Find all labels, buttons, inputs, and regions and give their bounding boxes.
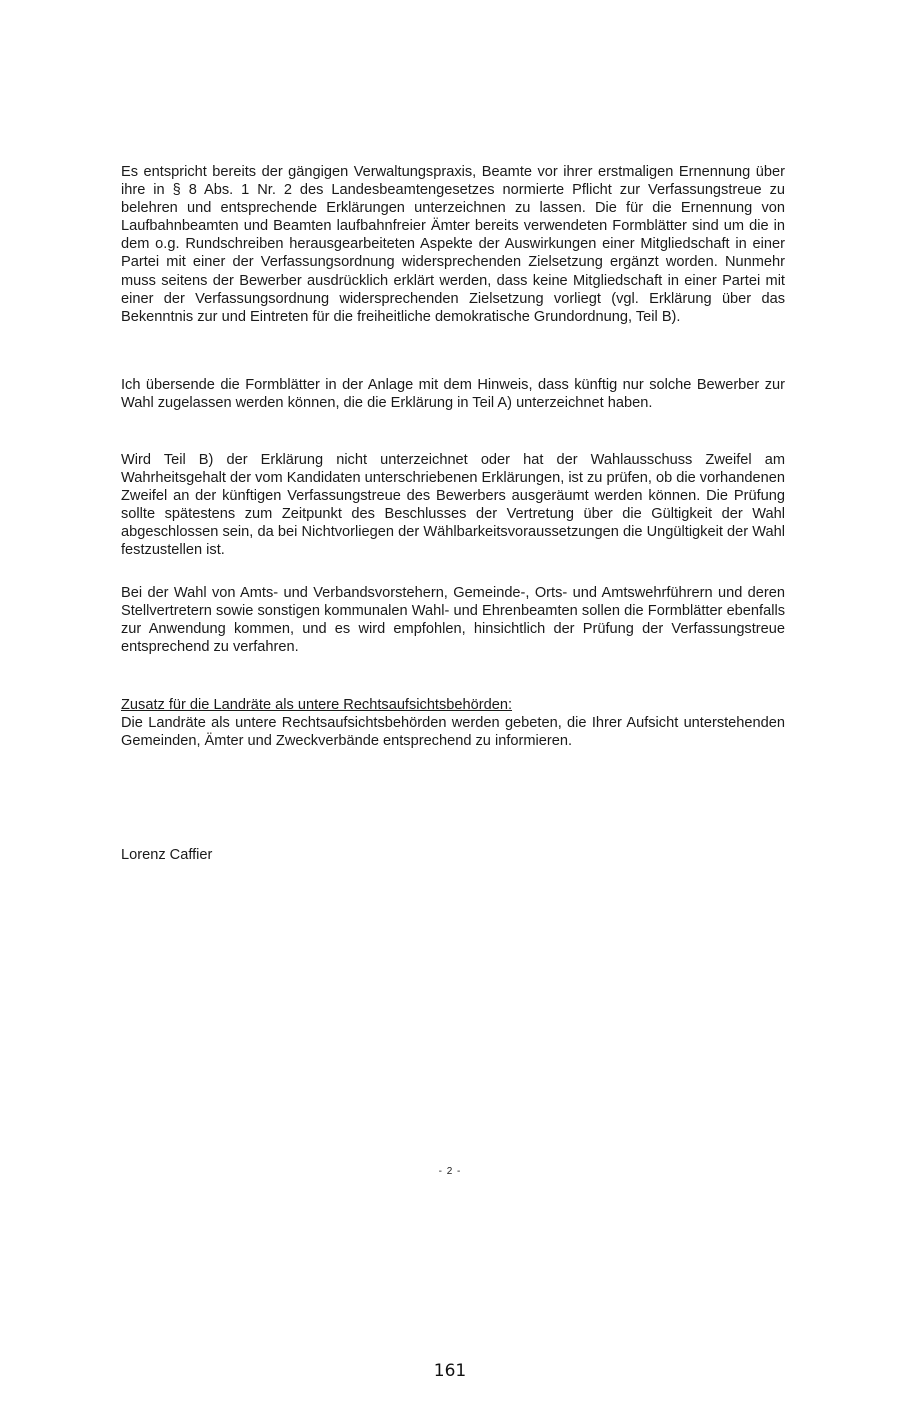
addendum-text: Die Landräte als untere Rechtsaufsichtsbehörden werden gebeten, die Ihrer Aufsicht unterstehenden Gemeinden, Ämter und Zweckverbände entsprechend zu informieren. — [121, 715, 785, 750]
paragraph-forms-enclosed: Ich übersende die Formblätter in der Anlage mit dem Hinweis, dass künftig nur solche Bewerber zur Wahl zugelassen werden können, die die Erklärung in Teil A) unterzeichnet haben. — [121, 377, 785, 412]
book-page-number: 161 — [433, 1361, 467, 1381]
paragraph-administrative-practice: Es entspricht bereits der gängigen Verwaltungspraxis, Beamte vor ihrer erstmaligen Ernennung über ihre in § 8 Abs. 1 Nr. 2 des Landesbeamtengesetzes normierte Pflicht zur Verfassungstreue zu belehren und entsprechende Erklärungen unterzeichnen zu lassen. Die für die Ernennung von Laufbahnbeamten und Beamten laufbahnfreier Ämter bereits verwendeten Formblätter sind um die in dem o.g. Rundschreiben herausgearbeiteten Aspekte der Auswirkungen einer Mitgliedschaft in einer Partei mit einer der Verfassungsordnung widersprechenden Zielsetzung ergänzt worden. Nunmehr muss seitens der Bewerber ausdrücklich erklärt werden, dass keine Mitgliedschaft in einer Partei mit einer der Verfassungsordnung widersprechenden Zielsetzung vorliegt (vgl. Erklärung über das Bekenntnis zur und Eintreten für die freiheitliche demokratische Grundordnung, Teil B). — [121, 164, 785, 325]
signature-name: Lorenz Caffier — [121, 847, 213, 863]
paragraph-honorary-officials: Bei der Wahl von Amts- und Verbandsvorstehern, Gemeinde-, Orts- und Amtswehrführern und deren Stellvertretern sowie sonstigen kommunalen Wahl- und Ehrenbeamten sollen die Formblätter ebenfalls zur Anwendung kommen, und es wird empfohlen, hinsichtlich der Prüfung der Verfassungstreue entsprechend zu verfahren. — [121, 585, 785, 656]
addendum-heading: Zusatz für die Landräte als untere Rechtsaufsichtsbehörden: — [121, 697, 513, 713]
document-page-number: - 2 - — [438, 1166, 462, 1177]
paragraph-part-b-review: Wird Teil B) der Erklärung nicht unterzeichnet oder hat der Wahlausschuss Zweifel am Wahrheitsgehalt der vom Kandidaten unterschriebenen Erklärungen, ist zu prüfen, ob die vorhandenen Zweifel an der künftigen Verfassungstreue des Bewerbers ausgeräumt werden können. Die Prüfung sollte spätestens zum Zeitpunkt des Beschlusses der Vertretung über die Gültigkeit der Wahl abgeschlossen sein, da bei Nichtvorliegen der Wählbarkeitsvoraussetzungen die Ungültigkeit der Wahl festzustellen ist. — [121, 452, 785, 559]
